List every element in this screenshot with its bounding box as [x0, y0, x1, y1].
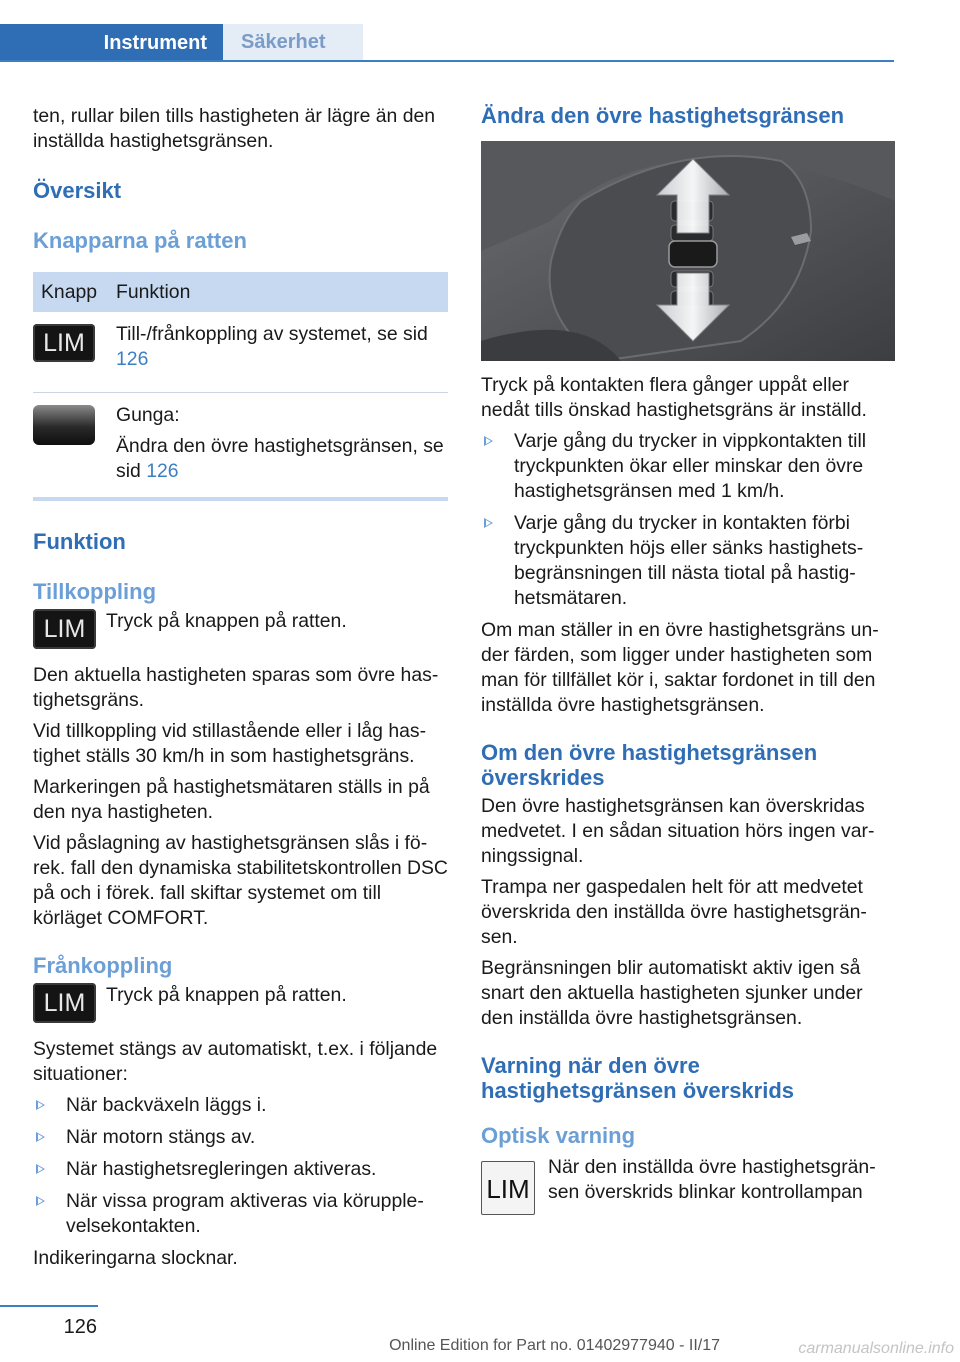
paragraph: Trampa ner gaspedalen helt för att medvetet överskrida den inställda övre hastighetsgränsen.	[481, 876, 867, 948]
bullet-triangle-icon	[36, 1132, 45, 1142]
optisk-instruction	[481, 1155, 895, 1211]
paragraph: Indikeringarna slocknar.	[33, 1247, 238, 1269]
tab-sakerhet[interactable]: Säkerhet	[223, 24, 363, 60]
heading-funktion: Funktion	[33, 529, 126, 554]
paragraph: Den aktuella hastigheten sparas som övre hastighetsgräns.	[33, 664, 439, 711]
row2-text: Ändra den övre hastighetsgränsen, se sid	[116, 435, 444, 482]
list-item-text: När motorn stängs av.	[66, 1126, 256, 1148]
rocker-switch-icon	[33, 405, 95, 445]
paragraph: Den övre hastighetsgränsen kan överskridas medvetet. I en sådan situation hörs ingen varningssignal.	[481, 795, 875, 867]
paragraph: Om man ställer in en övre hastighetsgräns under färden, som ligger under hastigheten som man för tillfället kör i, saktar fordonet in till den inställda övre hastighetsgränsen.	[481, 619, 879, 716]
lim-indicator-icon: LIM	[481, 1161, 535, 1215]
situations-list	[33, 1093, 448, 1239]
table-header-knapp: Knapp	[33, 272, 116, 312]
tab-instrument[interactable]: Instrument	[0, 24, 223, 62]
list-item	[33, 1189, 448, 1239]
list-item	[481, 429, 895, 504]
paragraph: Markeringen på hastighetsmätaren ställs in på den nya hastigheten.	[33, 776, 430, 823]
lim-button-icon: LIM	[33, 983, 96, 1023]
frankoppling-instruction	[33, 983, 448, 1023]
table-header-funktion: Funktion	[116, 272, 448, 312]
row1-text: Till-/frånkoppling av systemet, se sid	[116, 323, 428, 345]
page-number: 126	[63, 1316, 97, 1338]
watermark: carmanualsonline.info	[798, 1340, 954, 1357]
table-row	[33, 312, 448, 393]
heading-overskrides: Om den övre hastighetsgränsen överskrides	[481, 740, 818, 790]
list-item	[33, 1125, 448, 1150]
list-item	[33, 1093, 448, 1118]
heading-varning: Varning när den övre hastighetsgränsen överskrids	[481, 1053, 795, 1103]
paragraph: Tryck på kontakten flera gånger uppåt eller nedåt tills önskad hastighetsgräns är inställd.	[481, 374, 867, 421]
table-cell-function	[116, 393, 448, 500]
paragraph: Begränsningen blir automatiskt aktiv igen så snart den aktuella hastigheten sjunker under den inställda övre hastighetsgränsen.	[481, 957, 863, 1029]
right-column	[481, 103, 895, 1211]
tillkoppling-text: Tryck på knappen på ratten.	[106, 610, 347, 632]
bullet-triangle-icon	[484, 518, 493, 528]
paragraph: Vid tillkoppling vid stillastående eller i låg hastighet ställs 30 km/h in som hastighetsgräns.	[33, 720, 427, 767]
list-item-text: När vissa program aktiveras via körupplevelsekontakten.	[66, 1190, 424, 1237]
adjust-list	[481, 429, 895, 611]
heading-knapparna: Knapparna på ratten	[33, 228, 247, 253]
tillkoppling-instruction	[33, 609, 448, 649]
tab-rule	[0, 60, 894, 62]
intro-paragraph: ten, rullar bilen tills hastigheten är lägre än den inställda hastighetsgränsen.	[33, 105, 436, 152]
heading-frankoppling: Frånkoppling	[33, 953, 173, 978]
steering-wheel-image	[481, 141, 895, 361]
bullet-triangle-icon	[36, 1196, 45, 1206]
heading-andra: Ändra den övre hastighetsgränsen	[481, 103, 845, 128]
frankoppling-text: Tryck på knappen på ratten.	[106, 984, 347, 1006]
list-item-text: När hastighetsregleringen aktiveras.	[66, 1158, 377, 1180]
heading-oversikt: Översikt	[33, 178, 122, 203]
footer-rule	[0, 1305, 98, 1307]
page-link-126[interactable]: 126	[116, 348, 149, 370]
page-link-126[interactable]: 126	[146, 460, 179, 482]
paragraph: Systemet stängs av automatiskt, t.ex. i följande situationer:	[33, 1038, 438, 1085]
list-item-text: Varje gång du trycker in kontakten förbi tryckpunkten höjs eller sänks hastighetsbegränsningen till nästa tiotal på hastighetsmätaren.	[514, 512, 864, 609]
heading-optisk: Optisk varning	[481, 1123, 636, 1148]
bullet-triangle-icon	[484, 436, 493, 446]
list-item	[33, 1157, 448, 1182]
bullet-triangle-icon	[36, 1164, 45, 1174]
list-item-text: När backväxeln läggs i.	[66, 1094, 267, 1116]
table-cell-function	[116, 312, 448, 393]
optisk-text: När den inställda övre hastighetsgränsen överskrids blinkar kontrollampan	[548, 1156, 876, 1203]
table-row	[33, 393, 448, 500]
left-column	[33, 104, 448, 1277]
heading-tillkoppling: Tillkoppling	[33, 579, 157, 604]
row2-line1: Gunga:	[116, 404, 180, 426]
lim-button-icon: LIM	[33, 609, 96, 649]
paragraph: Vid påslagning av hastighetsgränsen slås i förek. fall den dynamiska stabilitetskontrollen DSC på och i förek. fall skiftar systemet om till körläget COMFORT.	[33, 832, 448, 929]
bullet-triangle-icon	[36, 1100, 45, 1110]
list-item-text: Varje gång du trycker in vippkontakten till tryckpunkten ökar eller minskar den övre hastighetsgränsen med 1 km/h.	[514, 430, 867, 502]
lim-button-icon: LIM	[33, 324, 95, 362]
buttons-table	[33, 272, 448, 501]
list-item	[481, 511, 895, 611]
edition-text: Online Edition for Part no. 01402977940 - II/17	[389, 1337, 720, 1354]
chapter-tabs	[0, 24, 894, 62]
